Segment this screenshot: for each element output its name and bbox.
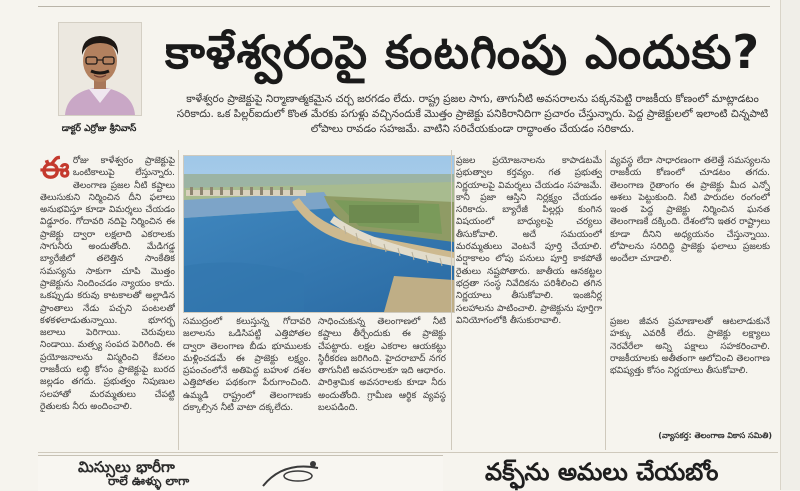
column-4-text: వ్యవస్థ లేదా సాధారణంగా తలెత్తే సమస్యలను రాజకీయ కోణంలో చూడటం తగదు. తెలంగాణ రైతాంగం ఈ ప్రాజెక్టు మీద ఎన్నో ఆశలు పెట్టుకుంది. నీటి పారుదల రంగంలో ఇంత పెద్ద ప్రాజెక్టు నిర్మించిన ఘనత తెలంగాణకే దక్కింది. దేశంలోని ఇతర రాష్ట్రాలు కూడా దీనిని అధ్యయనం చేస్తున్నాయి. లోపాలను సరిదిద్ది ప్రాజెక్టు ఫలాలు ప్రజలకు అందేలా చూడాలి. — [610, 156, 770, 265]
section-divider — [38, 452, 778, 453]
barrage-aerial-image — [184, 156, 454, 312]
column-divider — [178, 150, 179, 450]
column-divider — [605, 150, 606, 450]
author-byline: డాక్టర్ ఎర్రోజు శ్రీనివాస్ — [61, 124, 137, 134]
article-column-2b — [318, 316, 446, 466]
barrage-photo — [183, 155, 455, 313]
drop-cap: ఈ — [40, 155, 70, 186]
adjacent-column-sliver — [780, 0, 800, 490]
cartoon-text-line2: రాలే ఊళ్ళు లాగా — [108, 474, 190, 488]
article-deck: కాళేశ్వరం ప్రాజెక్టుపై నిర్మాణాత్మకమైన చర్చ జరగడం లేదు. రాష్ట్ర ప్రజల సాగు, తాగునీటి అవసరాలను పక్కనపెట్టి రాజకీయ కోణంలో మాట్లాడటం సరికాదు. ఒక పిల్లర్‌ఐదులో కొంత మేరకు పగుళ్లు వచ్చినందుకే మొత్తం ప్రాజెక్టు పనికిరానిదిగా ప్రచారం చేస్తున్నారు. పెద్ద ప్రాజెక్టులలో ఇలాంటి చిన్నపాటి లోపాలు రావడం సహజమే. వాటిని సరిచేయకుండా రాద్ధాంతం చేయడం సరికాదు. — [176, 93, 769, 135]
next-article-headline: వక్ఫ్‌ను అమలు చేయబోం — [485, 458, 719, 486]
article-column-4b — [610, 316, 770, 426]
column-4b-text: ప్రజల జీవన ప్రమాణాలతో ఆటలాడుకునే హక్కు ఎవరికీ లేదు. ప్రాజెక్టు లక్ష్యాలు నెరవేరేలా అన్ని పక్షాలు సహకరించాలి. రాజకీయాలకు అతీతంగా ఆలోచించి తెలంగాణ భవిష్యత్తు కోసం నిర్ణయాలు తీసుకోవాలి. — [610, 317, 770, 377]
column-2b-text: సాధించుకున్న తెలంగాణలో నీటి కష్టాలు తీర్చేందుకు ఈ ప్రాజెక్టు చేపట్టారు. లక్షల ఎకరాల ఆయకట్టు స్థిరీకరణ జరిగింది. హైదరాబాద్ నగర తాగునీటి అవసరాలకూ ఇది ఆధారం. పారిశ్రామిక అవసరాలకు కూడా నీరు అందుతోంది. గ్రామీణ ఆర్థిక వ్యవస్థ బలపడింది. — [318, 317, 446, 414]
top-rule — [38, 6, 770, 7]
author-portrait — [59, 23, 141, 115]
cartoon-panel — [38, 455, 443, 491]
author-photo — [58, 22, 142, 116]
article-column-2a — [183, 316, 311, 466]
author-credit: (వ్యాసకర్త: తెలంగాణ వికాస సమితి) — [658, 431, 772, 440]
cartoon-drawing — [258, 456, 328, 491]
article-column-4 — [610, 155, 770, 313]
article-headline: కాళేశ్వరంపై కంటగింపు ఎందుకు? — [165, 25, 761, 79]
article-column-3 — [456, 155, 602, 453]
column-2a-text: సముద్రంలో కలుస్తున్న గోదావరి జలాలను ఒడిసిపట్టి ఎత్తిపోతల ద్వారా తెలంగాణ బీడు భూములకు మళ్లించడమే ఈ ప్రాజెక్టు లక్ష్యం. ప్రపంచంలోనే అతిపెద్ద బహుళ దశల ఎత్తిపోతల పథకంగా పేరుగాంచింది. ఉమ్మడి రాష్ట్రంలో తెలంగాణకు దక్కాల్సిన నీటి వాటా దక్కలేదు. — [183, 317, 311, 414]
column-3-text: ప్రజల ప్రయోజనాలను కాపాడటమే ప్రభుత్వాల కర్తవ్యం. గత ప్రభుత్వ నిర్ణయాలపై విమర్శలు చేయడం సహజమే. కానీ ప్రజా ఆస్తిని నిర్లక్ష్యం చేయడం సరికాదు. బ్యారేజీ పిల్లర్లు కుంగిన విషయంలో బాధ్యులపై చర్యలు తీసుకోవాలి. అదే సమయంలో మరమ్మతులు వెంటనే పూర్తి చేయాలి. వర్షాకాలం లోపు పనులు పూర్తి కాకపోతే రైతులు నష్టపోతారు. జాతీయ ఆనకట్టల భద్రతా సంస్థ నివేదికను పరిశీలించి తగిన నిర్ణయాలు తీసుకోవాలి. ఇంజినీర్ల సలహాలను పాటించాలి. ప్రాజెక్టును పూర్తిగా వినియోగంలోకి తీసుకురావాలి. — [456, 156, 602, 326]
column-divider — [451, 150, 452, 450]
cartoon-text-line1: మిస్సులు భారీగా — [78, 458, 175, 476]
article-column-1 — [40, 155, 175, 485]
column-1-text: రోజు కాళేశ్వరం ప్రాజెక్టుపై ఒంటికాలుపై లేస్తున్నారు. తెలంగాణ ప్రజల నీటి కష్టాలు తెలుసుకుని నిర్మించిన దీని ఫలాలు అనుభవిస్తూ కూడా విమర్శలు చేయడం విడ్డూరం. గోదావరి నదిపై నిర్మించిన ఈ ప్రాజెక్టు ద్వారా లక్షలాది ఎకరాలకు సాగునీరు అందుతోంది. మేడిగడ్డ బ్యారేజీలో తలెత్తిన సాంకేతిక సమస్యను సాకుగా చూపి మొత్తం ప్రాజెక్టును నిందించడం న్యాయం కాదు. ఒకప్పుడు కరువు కాటకాలతో అల్లాడిన ప్రాంతాలు నేడు పచ్చని పంటలతో కళకళలాడుతున్నాయి. భూగర్భ జలాలు పెరిగాయి. చెరువులు నిండాయి. మత్స్య సంపద పెరిగింది. ఈ ప్రయోజనాలను విస్మరించి కేవలం రాజకీయ లబ్ధి కోసం ప్రాజెక్టుపై బురద జల్లడం తగదు. ప్రభుత్వం నిపుణుల సలహాతో మరమ్మతులు చేపట్టి రైతులకు నీరు అందించాలి. — [40, 156, 175, 412]
